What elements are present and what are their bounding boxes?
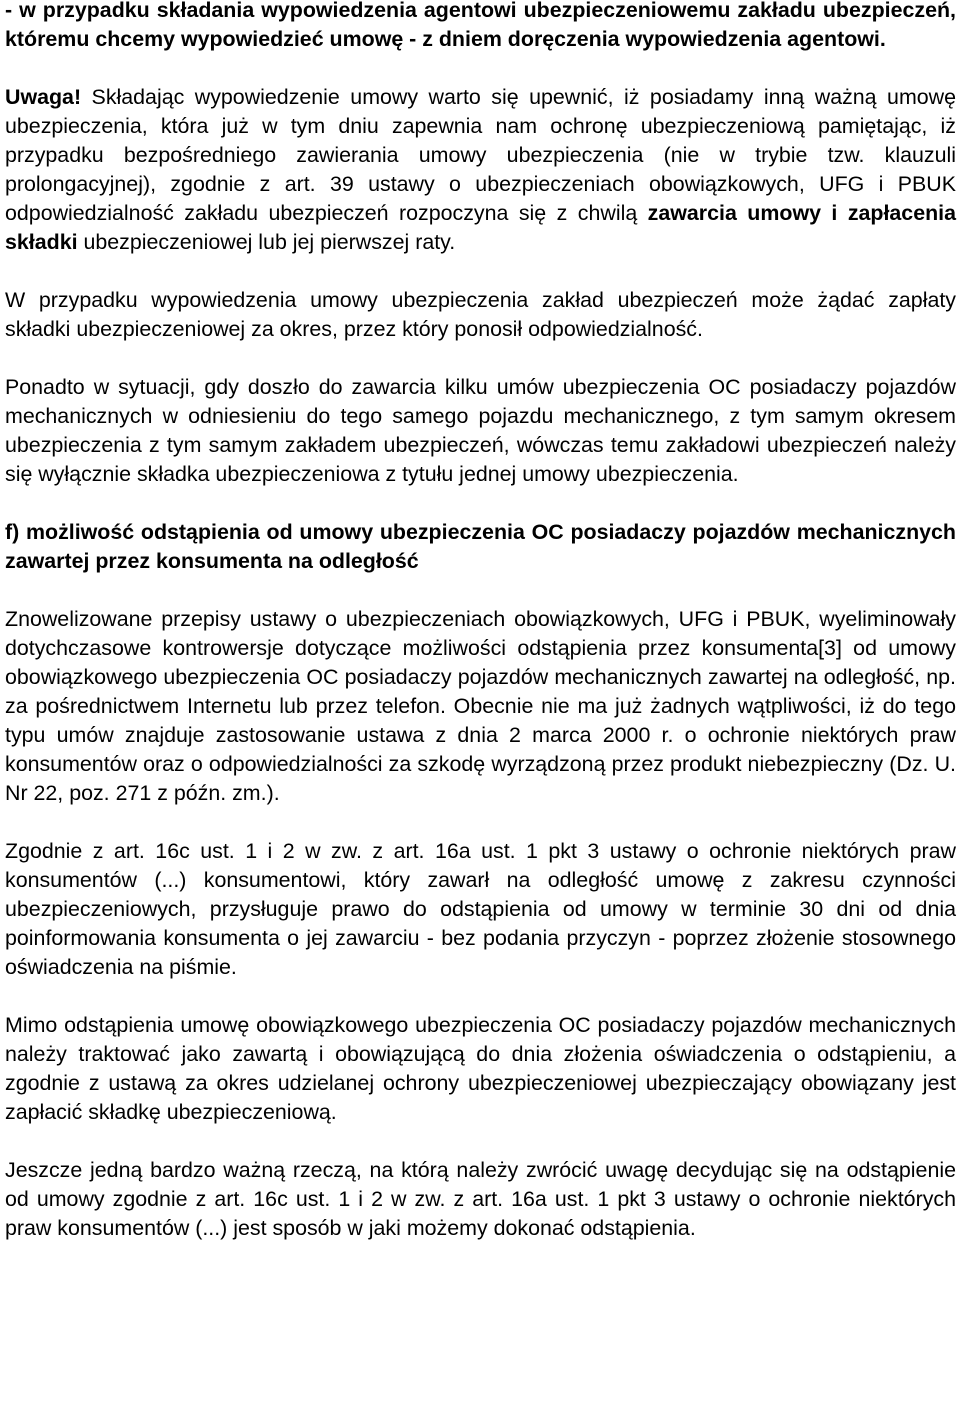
warning-text-2: ubezpieczeniowej lub jej pierwszej raty. [77, 230, 456, 254]
paragraph-multiple-contracts: Ponadto w sytuacji, gdy doszło do zawarcia kilku umów ubezpieczenia OC posiadaczy pojazdów mechanicznych w odniesieniu do tego samego pojazdu mechanicznego, z tym samym okresem ubezpieczenia z tym samym zakładem ubezpieczeń, wówczas temu zakładowi ubezpieczeń należy się wyłącznie składka ubezpieczeniowa z tytułu jednej umowy ubezpieczenia. [5, 375, 956, 486]
document-page [5, 0, 956, 1243]
spacer [5, 982, 956, 1011]
spacer [5, 1127, 956, 1156]
warning-label: Uwaga! [5, 85, 82, 109]
paragraph-withdrawal-effect: Mimo odstąpienia umowę obowiązkowego ubezpieczenia OC posiadaczy pojazdów mechanicznych należy traktować jako zawartą i obowiązującą do dnia złożenia oświadczenia o odstąpieniu, a zgodnie z ustawą za okres udzielanej ochrony ubezpieczeniowej ubezpieczający obowiązany jest zapłacić składkę ubezpieczeniową. [5, 1013, 956, 1124]
spacer [5, 257, 956, 286]
paragraph-withdrawal-method: Jeszcze jedną bardzo ważną rzeczą, na którą należy zwrócić uwagę decydując się na odstąpienie od umowy zgodnie z art. 16c ust. 1 i 2 w zw. z art. 16a ust. 1 pkt 3 ustawy o ochronie niektórych praw konsumentów (...) jest sposób w jaki możemy dokonać odstąpienia. [5, 1158, 956, 1240]
paragraph-premium-claim: W przypadku wypowiedzenia umowy ubezpieczenia zakład ubezpieczeń może żądać zapłaty składki ubezpieczeniowej za okres, przez który ponosił odpowiedzialność. [5, 288, 956, 341]
paragraph-withdrawal-right: Zgodnie z art. 16c ust. 1 i 2 w zw. z art. 16a ust. 1 pkt 3 ustawy o ochronie niektórych praw konsumentów (...) konsumentowi, który zawarł na odległość umowę z zakresu czynności ubezpieczeniowych, przysługuje prawo do odstąpienia od umowy w terminie 30 dni od dnia poinformowania konsumenta o jej zawarciu - bez podania przyczyn - poprzez złożenie stosownego oświadczenia na piśmie. [5, 839, 956, 979]
paragraph-termination-agent: - w przypadku składania wypowiedzenia agentowi ubezpieczeniowemu zakładu ubezpieczeń, któremu chcemy wypowiedzieć umowę - z dniem doręczenia wypowiedzenia agentowi. [5, 0, 956, 51]
spacer [5, 344, 956, 373]
spacer [5, 54, 956, 83]
spacer [5, 808, 956, 837]
section-heading: f) możliwość odstąpienia od umowy ubezpieczenia OC posiadaczy pojazdów mechanicznych zawartej przez konsumenta na odległość [5, 520, 956, 573]
paragraph-amended-regulations: Znowelizowane przepisy ustawy o ubezpieczeniach obowiązkowych, UFG i PBUK, wyeliminowały dotychczasowe kontrowersje dotyczące możliwości odstąpienia przez konsumenta[3] od umowy obowiązkowego ubezpieczenia OC posiadaczy pojazdów mechanicznych zawartej na odległość, np. za pośrednictwem Internetu lub przez telefon. Obecnie nie ma już żadnych wątpliwości, iż do tego typu umów znajduje zastosowanie ustawa z dnia 2 marca 2000 r. o ochronie niektórych praw konsumentów oraz o odpowiedzialności za szkodę wyrządzoną przez produkt niebezpieczny (Dz. U. Nr 22, poz. 271 z późn. zm.). [5, 607, 956, 805]
spacer [5, 489, 956, 518]
warning-text-1: Składając wypowiedzenie umowy warto się upewnić, iż posiadamy inną ważną umowę ubezpieczenia, która już w tym dniu zapewnia nam ochronę ubezpieczeniową pamiętając, iż przypadku bezpośredniego zawierania umowy ubezpieczenia (nie w trybie tzw. klauzuli prolongacyjnej), zgodnie z art. 39 ustawy o ubezpieczeniach obowiązkowych, UFG i PBUK odpowiedzialność zakładu ubezpieczeń rozpoczyna się z chwilą [5, 85, 956, 225]
spacer [5, 576, 956, 605]
warning-bold-text: zawarcia umowy i zapłacenia składki [5, 201, 957, 254]
paragraph-warning [5, 83, 956, 257]
